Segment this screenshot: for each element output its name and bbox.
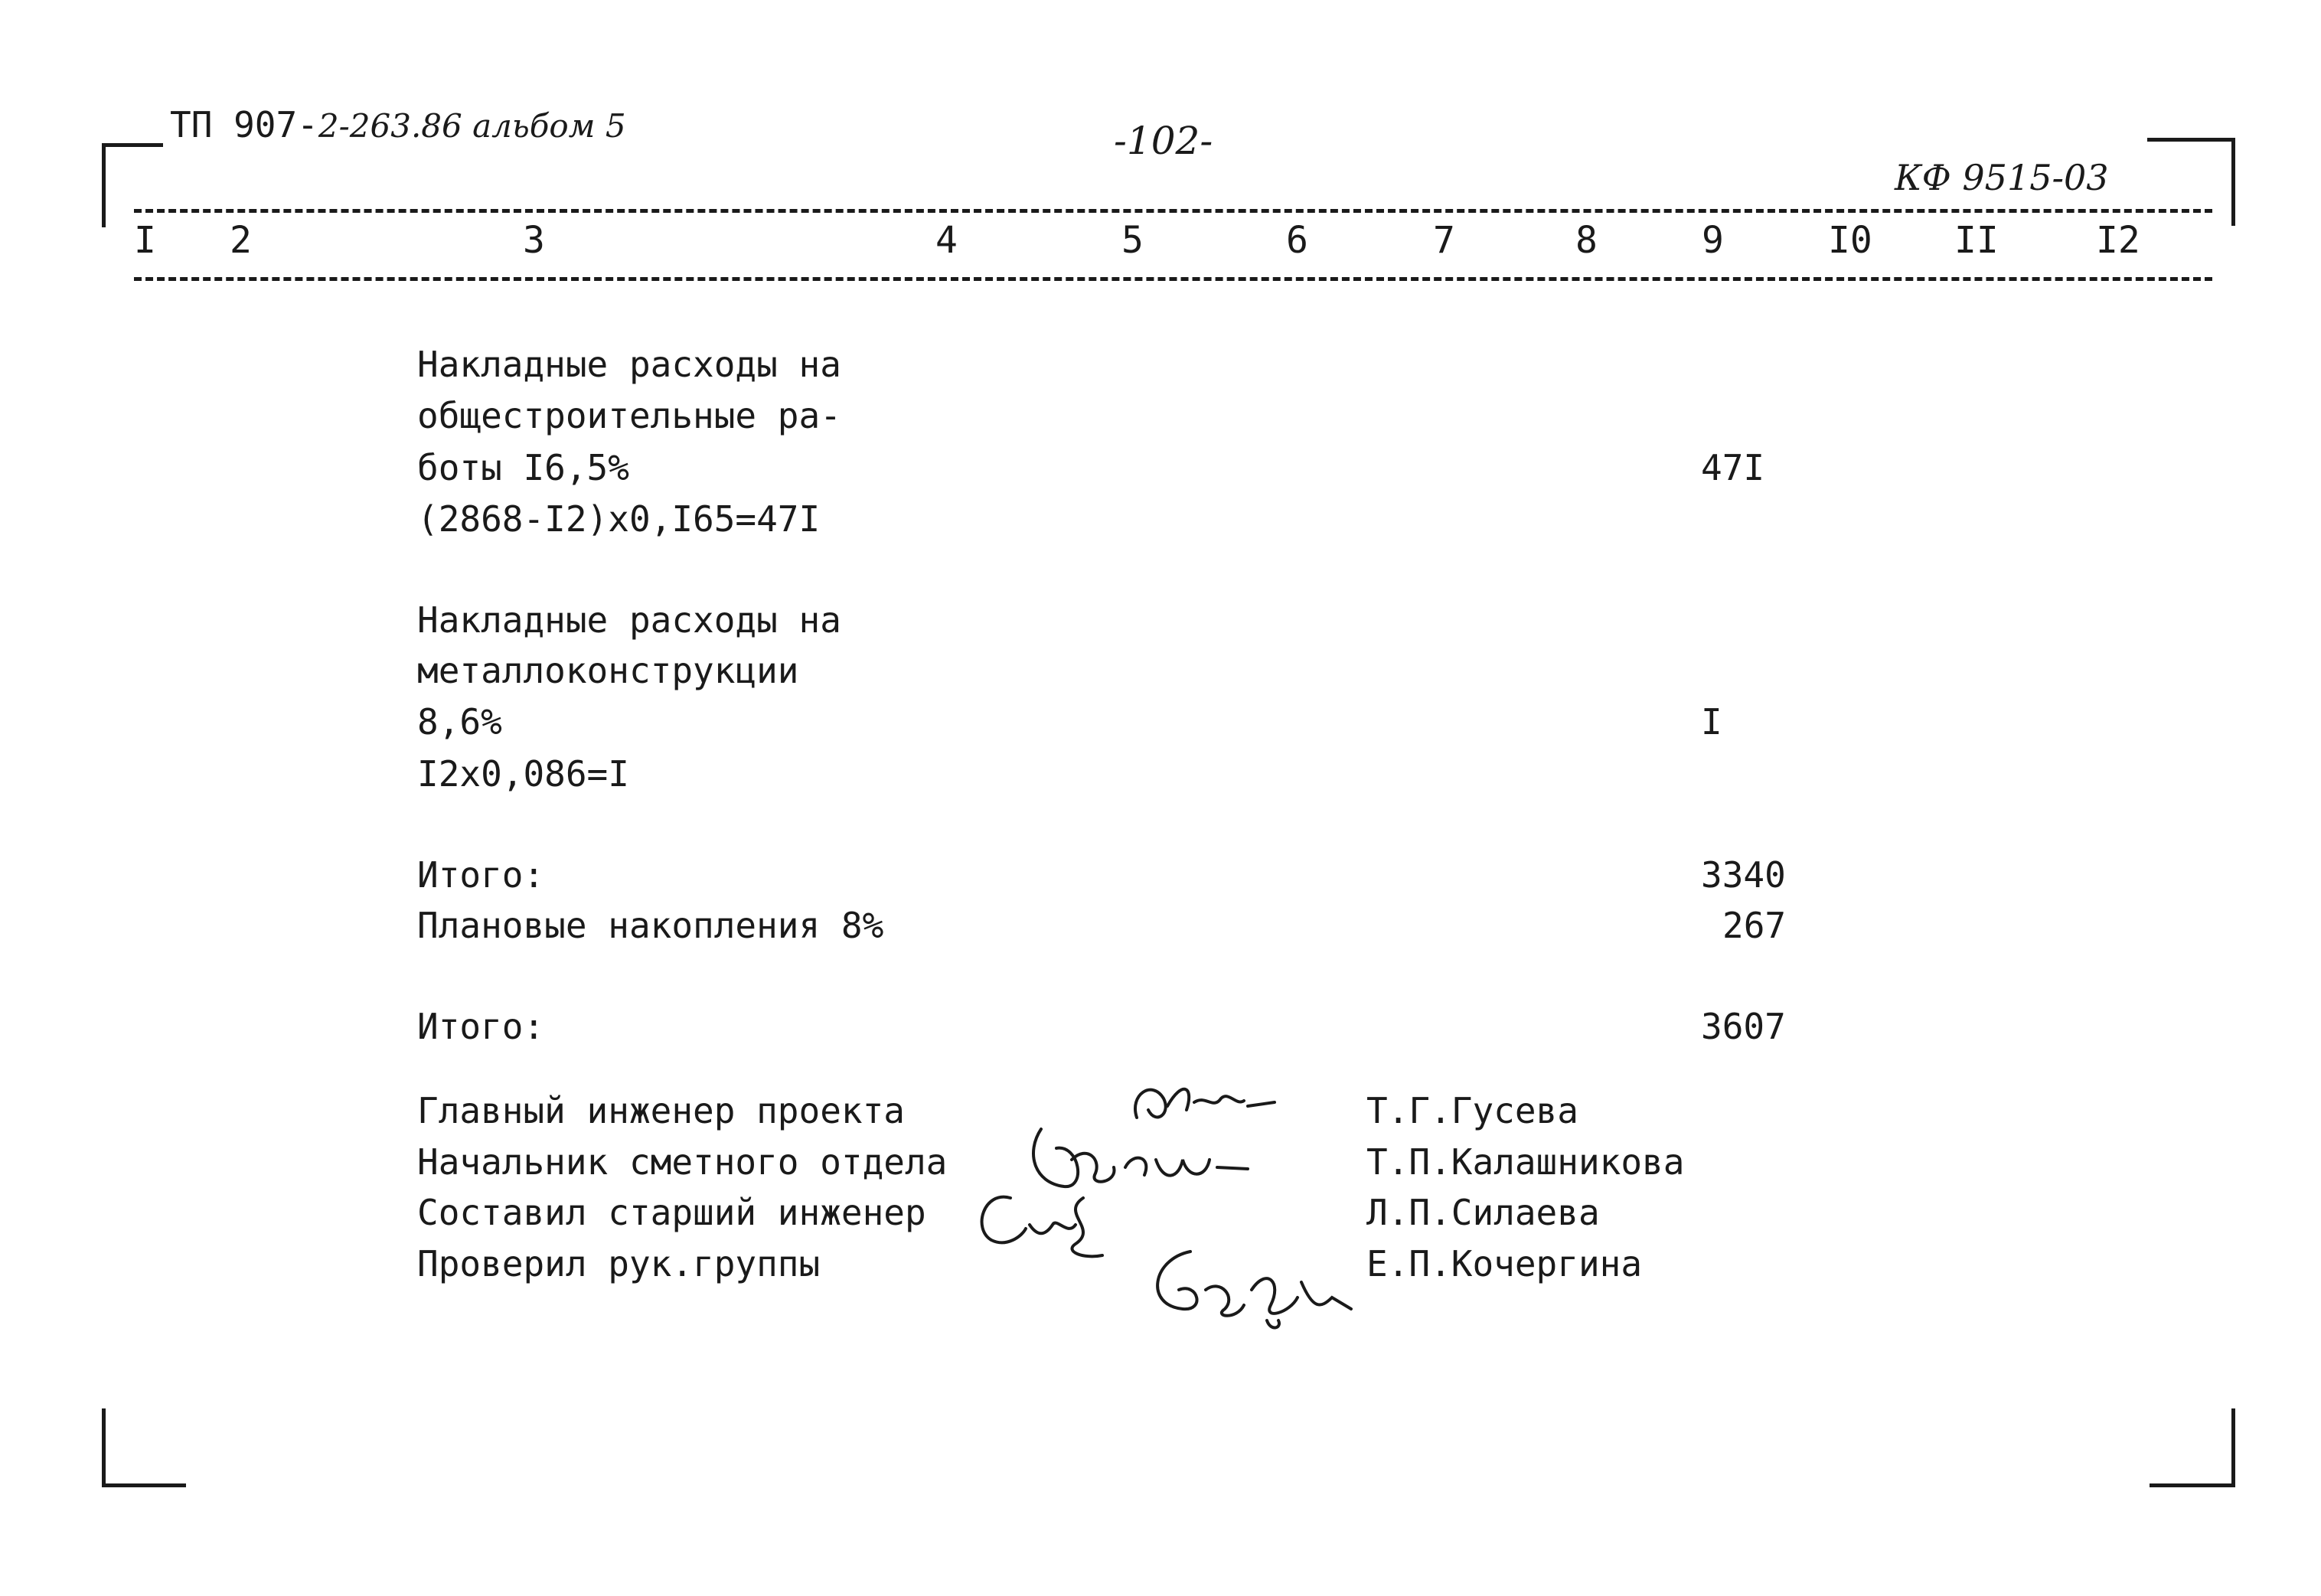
page-number: -102- bbox=[1114, 119, 1213, 163]
signature-scribble-senior-engineer bbox=[968, 1183, 1144, 1275]
planned-savings-value: 267 bbox=[1722, 905, 1787, 946]
frame-top-left-horizontal bbox=[102, 143, 163, 147]
subtotal-label: Итого: bbox=[417, 854, 545, 896]
frame-bottom-right-horizontal bbox=[2150, 1483, 2235, 1487]
signature-role: Главный инженер проекта bbox=[417, 1090, 905, 1131]
column-number: I bbox=[134, 219, 156, 262]
frame-top-left-vertical bbox=[102, 143, 106, 227]
overhead-general-line: боты I6,5% bbox=[417, 447, 629, 488]
overhead-general-line: Накладные расходы на bbox=[417, 344, 841, 385]
frame-bottom-left-vertical bbox=[102, 1408, 106, 1487]
signature-role: Начальник сметного отдела bbox=[417, 1141, 948, 1183]
column-number: 9 bbox=[1702, 219, 1724, 262]
overhead-metal-line: 8,6% bbox=[417, 701, 502, 743]
column-number: 7 bbox=[1433, 219, 1455, 262]
overhead-metal-line: металлоконструкции bbox=[417, 650, 799, 691]
signature-role: Проверил рук.группы bbox=[417, 1243, 821, 1284]
overhead-general-value: 47I bbox=[1701, 447, 1765, 488]
signature-name: Т.П.Калашникова bbox=[1366, 1141, 1685, 1183]
document-code bbox=[170, 104, 626, 145]
overhead-metal-value: I bbox=[1701, 701, 1722, 743]
header-top-rule bbox=[134, 209, 2212, 213]
column-number: 5 bbox=[1121, 219, 1144, 262]
signature-role: Составил старший инженер bbox=[417, 1192, 926, 1233]
column-number: II bbox=[1954, 219, 1999, 262]
column-number: 4 bbox=[935, 219, 958, 262]
header-bottom-rule bbox=[134, 277, 2212, 281]
overhead-metal-formula: I2x0,086=I bbox=[417, 753, 629, 795]
overhead-metal-line: Накладные расходы на bbox=[417, 599, 841, 641]
frame-bottom-left-horizontal bbox=[102, 1483, 186, 1487]
signature-scribble-group-lead bbox=[1137, 1236, 1359, 1343]
overhead-general-line: общестроительные ра- bbox=[417, 395, 841, 436]
column-number: I0 bbox=[1828, 219, 1872, 262]
column-number: I2 bbox=[2096, 219, 2140, 262]
column-number: 2 bbox=[230, 219, 252, 262]
total-label: Итого: bbox=[417, 1006, 545, 1047]
column-number: 6 bbox=[1286, 219, 1308, 262]
column-number: 8 bbox=[1575, 219, 1598, 262]
frame-top-right-vertical bbox=[2231, 138, 2235, 226]
document-code-printed: ТП 907- bbox=[170, 104, 318, 145]
signature-name: Т.Г.Гусева bbox=[1366, 1090, 1578, 1131]
frame-bottom-right-vertical bbox=[2231, 1408, 2235, 1487]
document-code-handwritten: 2-263.86 альбом 5 bbox=[318, 107, 626, 145]
overhead-general-formula: (2868-I2)x0,I65=47I bbox=[417, 498, 821, 540]
sheet-code: КФ 9515-03 bbox=[1895, 157, 2109, 198]
subtotal-value: 3340 bbox=[1701, 854, 1786, 896]
column-number: 3 bbox=[523, 219, 545, 262]
frame-top-right-horizontal bbox=[2147, 138, 2235, 142]
signature-name: Л.П.Силаева bbox=[1366, 1192, 1600, 1233]
planned-savings-label: Плановые накопления 8% bbox=[417, 905, 884, 946]
total-value: 3607 bbox=[1701, 1006, 1786, 1047]
signature-name: Е.П.Кочергина bbox=[1366, 1243, 1643, 1284]
